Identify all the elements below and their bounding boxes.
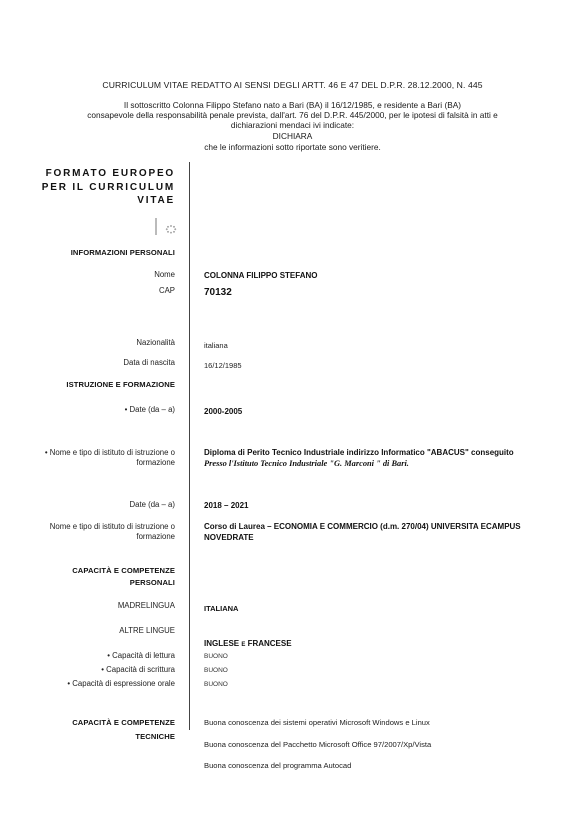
section-personal-info: INFORMAZIONI PERSONALI	[70, 248, 175, 257]
section-technical-skills: CAPACITÀ E COMPETENZE	[72, 718, 175, 727]
declaration-line: che le informazioni sotto riportate sono veritiere.	[204, 142, 381, 152]
oral-label: • Capacità di espressione orale	[67, 679, 175, 688]
education-institution-line: Corso di Laurea – ECONOMIA E COMMERCIO (d.m. 270/04) UNIVERSITA ECAMPUS	[204, 522, 521, 531]
column-divider	[189, 162, 190, 730]
education-date-label: • Date (da – a)	[124, 405, 175, 414]
declaration-line: consapevole della responsabilità penale prevista, dall'art. 76 del D.P.R. 445/2000, per le ipotesi di falsità in atti e	[87, 110, 498, 120]
mother-tongue-value: ITALIANA	[204, 604, 239, 613]
education-institution-label: Nome e tipo di istituto di istruzione o formazione	[49, 522, 175, 541]
section-personal-skills: CAPACITÀ E COMPETENZE	[72, 566, 175, 575]
nationality-label: Nazionalità	[136, 338, 175, 347]
education-date-label: Date (da – a)	[129, 500, 175, 509]
education-institution-label: • Nome e tipo di istituto di istruzione o formazione	[44, 448, 175, 467]
technical-skill-item: Buona conoscenza dei sistemi operativi Microsoft Windows e Linux	[204, 718, 430, 727]
europass-title: PER IL CURRICULUM	[41, 182, 175, 193]
declaration-dichiara: DICHIARA	[272, 131, 313, 141]
oral-value: BUONO	[204, 681, 228, 688]
education-date-value: 2000-2005	[204, 407, 243, 416]
birthdate-value: 16/12/1985	[204, 361, 242, 370]
other-languages-label: ALTRE LINGUE	[119, 626, 175, 635]
writing-value: BUONO	[204, 667, 228, 674]
section-technical-skills: TECNICHE	[135, 732, 175, 741]
writing-label: • Capacità di scrittura	[101, 665, 175, 674]
name-label: Nome	[154, 270, 175, 279]
education-institution-line: Diploma di Perito Tecnico Industriale indirizzo Informatico "ABACUS" conseguito	[204, 448, 514, 457]
mother-tongue-label: MADRELINGUA	[117, 601, 175, 610]
education-date-value: 2018 – 2021	[204, 501, 249, 510]
eu-flag-icon	[154, 216, 186, 236]
name-value: COLONNA FILIPPO STEFANO	[204, 271, 318, 280]
europass-title: FORMATO EUROPEO	[45, 168, 175, 179]
cap-label: CAP	[158, 286, 175, 295]
declaration-line: Il sottoscritto Colonna Filippo Stefano nato a Bari (BA) il 16/12/1985, e residente a Bari (BA)	[123, 100, 462, 110]
cv-declaration-title: CURRICULUM VITAE REDATTO AI SENSI DEGLI ARTT. 46 E 47 DEL D.P.R. 28.12.2000, N. 445	[102, 80, 483, 90]
education-institution-line: Presso l'Istituto Tecnico Industriale "G. Marconi " di Bari.	[204, 459, 409, 468]
technical-skill-item: Buona conoscenza del Pacchetto Microsoft Office 97/2007/Xp/Vista	[204, 740, 432, 749]
reading-label: • Capacità di lettura	[107, 651, 175, 660]
education-institution-line: NOVEDRATE	[204, 533, 254, 542]
cap-value: 70132	[204, 287, 232, 298]
nationality-value: italiana	[204, 341, 228, 350]
section-personal-skills: PERSONALI	[129, 578, 175, 587]
other-languages-value: INGLESE e FRANCESE	[204, 639, 292, 648]
section-education: ISTRUZIONE E FORMAZIONE	[66, 380, 175, 389]
birthdate-label: Data di nascita	[123, 358, 175, 367]
reading-value: BUONO	[204, 653, 228, 660]
europass-title: VITAE	[137, 195, 175, 206]
declaration-line: dichiarazioni mendaci ivi indicate:	[230, 120, 355, 130]
technical-skill-item: Buona conoscenza del programma Autocad	[204, 761, 352, 770]
